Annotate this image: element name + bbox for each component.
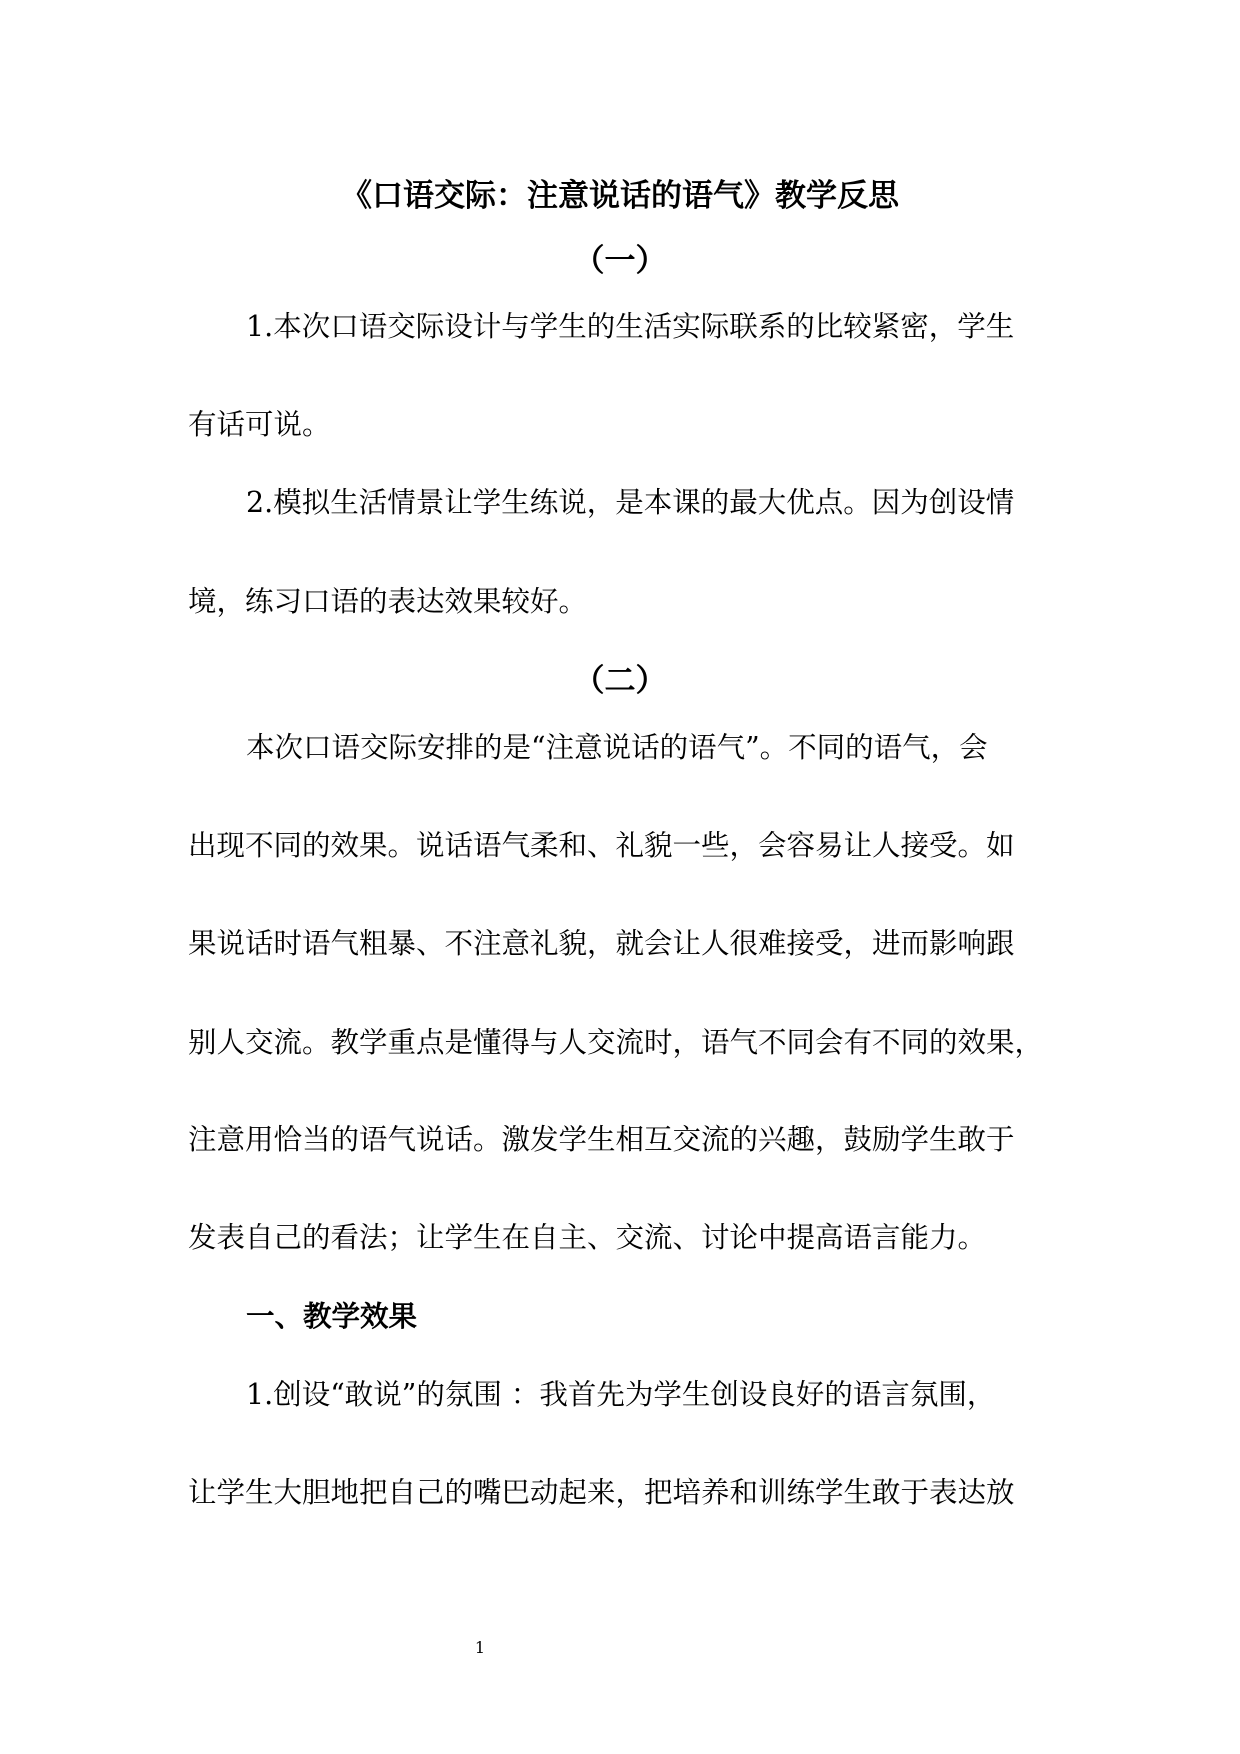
paragraph-line: 境，练习口语的表达效果较好。 (188, 585, 588, 618)
paragraph-line: 1.本次口语交际设计与学生的生活实际联系的比较紧密，学生 (246, 310, 1015, 343)
document-title: 《口语交际：注意说话的语气》教学反思 (341, 178, 899, 214)
section-heading-1: （一） (573, 243, 667, 279)
paragraph-line: 出现不同的效果。说话语气柔和、礼貌一些，会容易让人接受。如 (188, 829, 1015, 862)
section-heading-2: （二） (573, 663, 667, 699)
paragraph-line: 果说话时语气粗暴、不注意礼貌，就会让人很难接受，进而影响跟 (188, 927, 1015, 960)
page-number: 1 (474, 1638, 486, 1657)
paragraph-line: 本次口语交际安排的是“注意说话的语气”。不同的语气，会 (246, 731, 988, 764)
paragraph-line: 别人交流。教学重点是懂得与人交流时，语气不同会有不同的效果， (188, 1026, 1044, 1059)
paragraph-line: 有话可说。 (188, 408, 331, 441)
paragraph-line: 2.模拟生活情景让学生练说，是本课的最大优点。因为创设情 (246, 486, 1015, 519)
paragraph-line: 让学生大胆地把自己的嘴巴动起来，把培养和训练学生敢于表达放 (188, 1476, 1015, 1509)
paragraph-line: 注意用恰当的语气说话。激发学生相互交流的兴趣，鼓励学生敢于 (188, 1123, 1015, 1156)
paragraph-line: 1.创设“敢说”的氛围 ：我首先为学生创设良好的语言氛围， (246, 1378, 996, 1411)
subsection-heading: 一、教学效果 (246, 1299, 418, 1333)
paragraph-line: 发表自己的看法；让学生在自主、交流、讨论中提高语言能力。 (188, 1221, 987, 1254)
